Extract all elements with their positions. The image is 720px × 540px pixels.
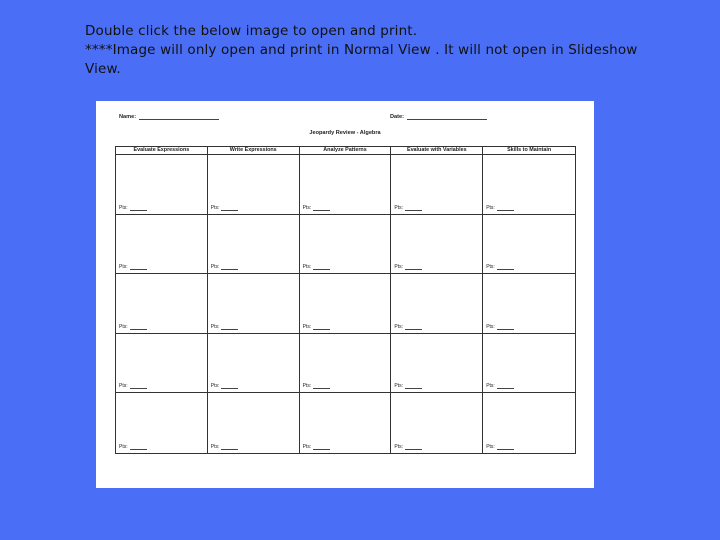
points-field bbox=[486, 264, 514, 270]
points-blank-line bbox=[405, 265, 422, 270]
points-field bbox=[119, 444, 147, 450]
points-label: Pts: bbox=[119, 323, 128, 330]
points-field bbox=[486, 205, 514, 211]
points-label: Pts: bbox=[486, 204, 495, 211]
points-field bbox=[211, 444, 239, 450]
grid-cell bbox=[391, 155, 483, 215]
grid-cell bbox=[300, 215, 392, 275]
points-blank-line bbox=[497, 206, 514, 211]
worksheet-image[interactable] bbox=[96, 101, 594, 488]
points-field bbox=[486, 324, 514, 330]
points-blank-line bbox=[221, 445, 238, 450]
column-header: Evaluate with Variables bbox=[391, 147, 483, 155]
points-label: Pts: bbox=[394, 383, 404, 390]
points-label: Pts: bbox=[210, 323, 220, 330]
points-label: Pts: bbox=[394, 323, 404, 330]
points-blank-line bbox=[130, 384, 147, 389]
points-field bbox=[119, 324, 147, 330]
points-field bbox=[394, 205, 422, 211]
points-label: Pts: bbox=[119, 443, 128, 450]
points-blank-line bbox=[221, 206, 238, 211]
points-blank-line bbox=[130, 445, 147, 450]
points-blank-line bbox=[313, 325, 330, 330]
points-label: Pts: bbox=[394, 264, 404, 271]
points-field bbox=[303, 444, 331, 450]
points-label: Pts: bbox=[210, 204, 220, 211]
points-label: Pts: bbox=[302, 383, 312, 390]
points-label: Pts: bbox=[394, 204, 404, 211]
grid-cell bbox=[483, 155, 575, 215]
grid-cell bbox=[116, 274, 208, 334]
points-blank-line bbox=[130, 265, 147, 270]
grid-cell bbox=[300, 274, 392, 334]
points-label: Pts: bbox=[119, 383, 128, 390]
grid-cell bbox=[116, 155, 208, 215]
grid-cell bbox=[300, 334, 392, 394]
points-label: Pts: bbox=[210, 443, 220, 450]
points-blank-line bbox=[405, 445, 422, 450]
grid-cell bbox=[483, 274, 575, 334]
points-label: Pts: bbox=[302, 204, 312, 211]
date-label: Date: bbox=[390, 114, 404, 120]
points-field bbox=[394, 264, 422, 270]
grid-cell bbox=[391, 274, 483, 334]
points-field bbox=[119, 205, 147, 211]
points-field bbox=[394, 324, 422, 330]
grid-cell bbox=[483, 215, 575, 275]
column-header: Evaluate Expressions bbox=[116, 147, 208, 155]
grid-cell bbox=[391, 215, 483, 275]
points-blank-line bbox=[221, 325, 238, 330]
points-blank-line bbox=[313, 384, 330, 389]
points-blank-line bbox=[405, 206, 422, 211]
points-label: Pts: bbox=[302, 443, 312, 450]
grid-cell bbox=[300, 393, 392, 453]
points-label: Pts: bbox=[210, 264, 220, 271]
grid-cell bbox=[391, 334, 483, 394]
points-blank-line bbox=[221, 384, 238, 389]
points-field bbox=[211, 205, 239, 211]
points-field bbox=[303, 324, 331, 330]
grid-cell bbox=[483, 334, 575, 394]
grid-cell bbox=[208, 334, 300, 394]
date-blank-line bbox=[407, 114, 487, 120]
points-field bbox=[486, 383, 514, 389]
points-blank-line bbox=[130, 206, 147, 211]
grid-cell bbox=[116, 334, 208, 394]
instructions-text bbox=[85, 22, 645, 79]
points-label: Pts: bbox=[302, 323, 312, 330]
points-field bbox=[119, 264, 147, 270]
grid-cell bbox=[483, 393, 575, 453]
name-field bbox=[119, 114, 219, 120]
points-field bbox=[303, 264, 331, 270]
points-field bbox=[394, 444, 422, 450]
points-label: Pts: bbox=[486, 264, 495, 271]
grid-cell bbox=[208, 215, 300, 275]
points-blank-line bbox=[405, 325, 422, 330]
points-field bbox=[119, 383, 147, 389]
points-field bbox=[211, 264, 239, 270]
points-field bbox=[394, 383, 422, 389]
points-blank-line bbox=[221, 265, 238, 270]
grid-cell bbox=[208, 155, 300, 215]
date-field bbox=[390, 114, 487, 120]
points-blank-line bbox=[313, 445, 330, 450]
column-header: Skills to Maintain bbox=[483, 147, 575, 155]
points-blank-line bbox=[130, 325, 147, 330]
worksheet-title: Jeopardy Review - Algebra bbox=[309, 130, 381, 136]
column-header: Analyze Patterns bbox=[300, 147, 392, 155]
points-label: Pts: bbox=[119, 204, 128, 211]
points-field bbox=[211, 324, 239, 330]
jeopardy-grid bbox=[115, 146, 576, 454]
grid-cell bbox=[116, 215, 208, 275]
points-label: Pts: bbox=[486, 323, 495, 330]
points-blank-line bbox=[313, 265, 330, 270]
points-label: Pts: bbox=[486, 443, 495, 450]
grid-cell bbox=[116, 393, 208, 453]
column-header: Write Expressions bbox=[208, 147, 300, 155]
grid-cell bbox=[391, 393, 483, 453]
points-label: Pts: bbox=[486, 383, 495, 390]
points-label: Pts: bbox=[119, 264, 128, 271]
points-label: Pts: bbox=[302, 264, 312, 271]
points-field bbox=[303, 205, 331, 211]
points-label: Pts: bbox=[210, 383, 220, 390]
points-blank-line bbox=[497, 384, 514, 389]
points-field bbox=[211, 383, 239, 389]
instruction-line-2: ****Image will only open and print in Normal View . It will not open in Slideshow View. bbox=[85, 42, 638, 77]
grid-cell bbox=[208, 274, 300, 334]
points-field bbox=[486, 444, 514, 450]
points-field bbox=[303, 383, 331, 389]
points-blank-line bbox=[497, 265, 514, 270]
points-blank-line bbox=[313, 206, 330, 211]
grid-cell bbox=[208, 393, 300, 453]
points-blank-line bbox=[497, 445, 514, 450]
instruction-line-1: Double click the below image to open and print. bbox=[85, 23, 418, 39]
name-label: Name: bbox=[119, 114, 137, 120]
points-blank-line bbox=[405, 384, 422, 389]
grid-cell bbox=[300, 155, 392, 215]
points-blank-line bbox=[497, 325, 514, 330]
name-blank-line bbox=[139, 114, 219, 120]
points-label: Pts: bbox=[394, 443, 404, 450]
